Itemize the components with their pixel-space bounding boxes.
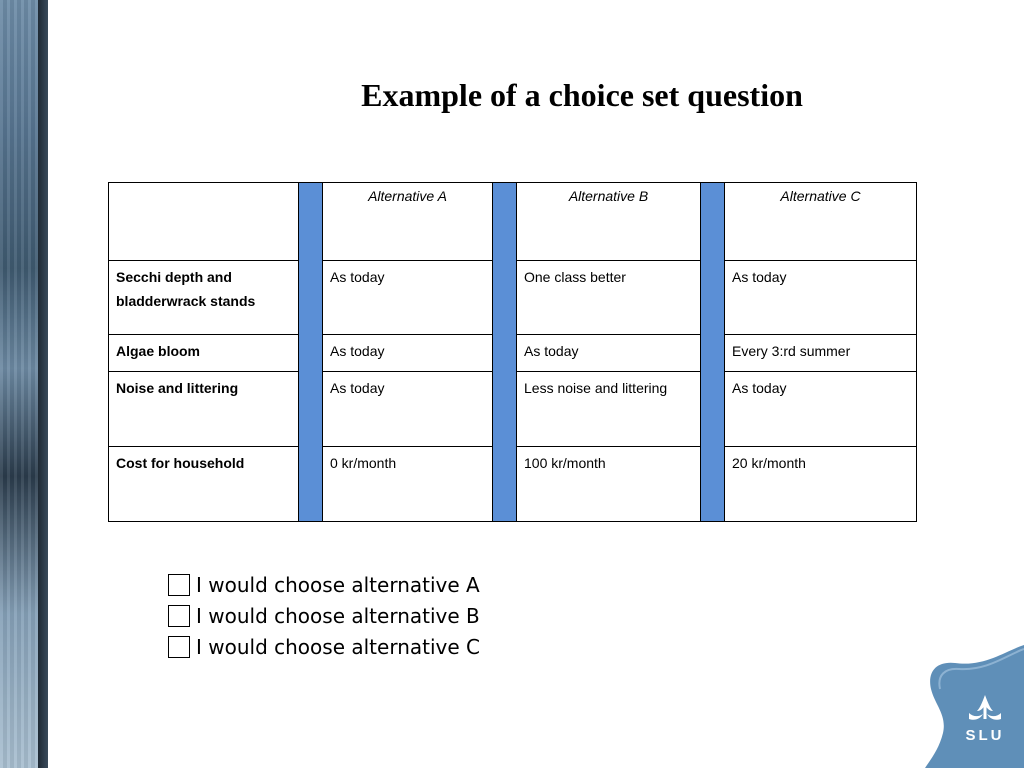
option-label: I would choose alternative C: [196, 634, 480, 659]
checkbox-alternative-c[interactable]: [168, 636, 190, 658]
slu-logo-text: SLU: [965, 727, 1005, 744]
alternative-a-cell: As today: [323, 335, 493, 372]
alternative-b-cell: Less noise and littering: [517, 372, 701, 447]
alternative-b-cell: As today: [517, 335, 701, 372]
header-empty-cell: [109, 183, 299, 261]
header-alternative-b: Alternative B: [517, 183, 701, 261]
slu-logo: [925, 645, 1024, 768]
alternative-b-cell: 100 kr/month: [517, 447, 701, 522]
left-photo-strip: [0, 0, 38, 768]
attribute-cell: Algae bloom: [109, 335, 299, 372]
slide-title: Example of a choice set question: [361, 77, 803, 113]
header-alternative-c: Alternative C: [725, 183, 917, 261]
choice-options: [168, 569, 480, 662]
option-alternative-a[interactable]: [168, 569, 480, 600]
option-label: I would choose alternative A: [196, 572, 480, 597]
column-separator: [701, 183, 725, 522]
attribute-cell: Cost for household: [109, 447, 299, 522]
checkbox-alternative-a[interactable]: [168, 574, 190, 596]
option-alternative-c[interactable]: [168, 631, 480, 662]
column-separator: [493, 183, 517, 522]
alternative-c-cell: Every 3:rd summer: [725, 335, 917, 372]
alternative-a-cell: As today: [323, 372, 493, 447]
column-separator: [299, 183, 323, 522]
left-dark-bar: [38, 0, 48, 768]
choice-set-table: [108, 182, 917, 522]
alternative-a-cell: As today: [323, 261, 493, 335]
attribute-cell: Noise and littering: [109, 372, 299, 447]
alternative-c-cell: 20 kr/month: [725, 447, 917, 522]
option-label: I would choose alternative B: [196, 603, 480, 628]
header-alternative-a: Alternative A: [323, 183, 493, 261]
alternative-c-cell: As today: [725, 372, 917, 447]
attribute-cell: Secchi depth and bladderwrack stands: [109, 261, 299, 335]
checkbox-alternative-b[interactable]: [168, 605, 190, 627]
table-header-row: [109, 183, 917, 261]
alternative-a-cell: 0 kr/month: [323, 447, 493, 522]
option-alternative-b[interactable]: [168, 600, 480, 631]
slu-logo-shape: [925, 645, 1024, 768]
alternative-c-cell: As today: [725, 261, 917, 335]
alternative-b-cell: One class better: [517, 261, 701, 335]
